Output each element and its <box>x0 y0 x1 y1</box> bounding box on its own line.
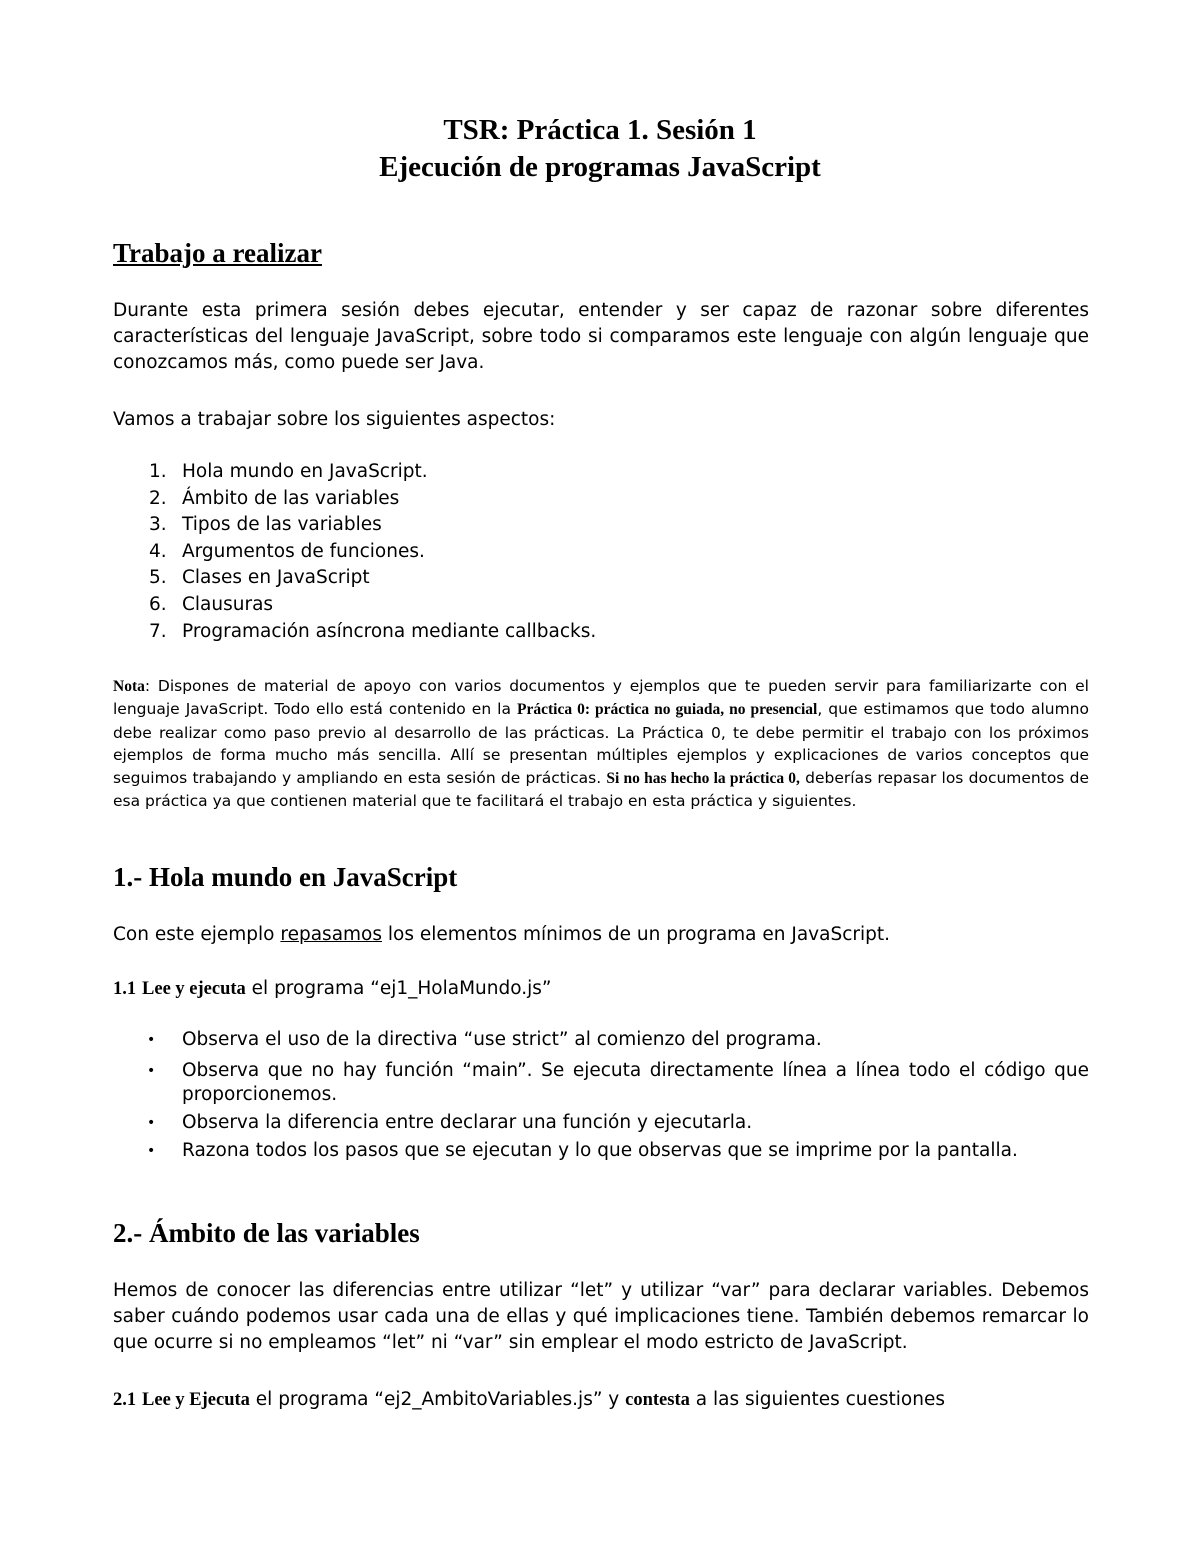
list-item: 1. Hola mundo en JavaScript. <box>149 461 428 482</box>
note-paragraph: Nota: Dispones de material de apoyo con varios documentos y ejemplos que te pueden servir para familiarizarte con el lenguaje JavaScript. Todo ello está contenido en la Práctica 0: práctica no guiada, no presencial, que estimamos que todo alumno debe realizar como paso previo al desarrollo de las prácticas. La Práctica 0, te debe permitir el trabajo con los próximos ejemplos de forma mucho más sencilla. Allí se presentan múltiples ejemplos y explicaciones de varios conceptos que seguimos trabajando y ampliando en esta sesión de prácticas. Si no has hecho la práctica 0, deberías repasar los documentos de esa práctica ya que contienen material que te facilitará el trabajo en esta práctica y siguientes. <box>113 677 1089 811</box>
list-item: 5. Clases en JavaScript <box>149 567 370 589</box>
section2-task: 2.1 Lee y Ejecuta el programa “ej2_AmbitoVariables.js” y contesta a las siguientes cuestiones <box>113 1389 945 1410</box>
document-title-line1: TSR: Práctica 1. Sesión 1 <box>443 114 757 146</box>
list-item: 7. Programación asíncrona mediante callbacks. <box>149 620 597 642</box>
list-item: 4. Argumentos de funciones. <box>149 540 425 562</box>
aspects-list <box>113 459 1013 645</box>
section1-bullets <box>113 1028 1089 1163</box>
note-bold-warning: Si no has hecho la práctica 0, <box>606 769 800 787</box>
list-item: • Observa la diferencia entre declarar una función y ejecutarla. <box>147 1112 753 1133</box>
section1-task: 1.1 Lee y ejecuta el programa “ej1_HolaMundo.js” <box>113 978 552 999</box>
list-item: • Razona todos los pasos que se ejecutan y lo que observas que se imprime por la pantalla. <box>147 1140 1018 1161</box>
section1-heading: 1.- Hola mundo en JavaScript <box>113 862 458 892</box>
document-title-line2: Ejecución de programas JavaScript <box>379 151 821 183</box>
note-label: Nota <box>113 678 145 695</box>
list-item: 6. Clausuras <box>149 593 274 615</box>
section-work-heading: Trabajo a realizar <box>113 238 322 268</box>
aspects-intro: Vamos a trabajar sobre los siguientes aspectos: <box>113 409 556 430</box>
note-bold-practice0: Práctica 0: práctica no guiada, no presencial <box>517 701 818 719</box>
list-item: • Observa que no hay función “main”. Se ejecuta directamente línea a línea todo el código que proporcionemos. <box>147 1060 1089 1105</box>
list-item: 2. Ámbito de las variables <box>149 487 400 509</box>
section2-intro: Hemos de conocer las diferencias entre utilizar “let” y utilizar “var” para declarar variables. Debemos saber cuándo podemos usar cada una de ellas y qué implicaciones tiene. También debemos remarcar lo que ocurre si no empleamos “let” ni “var” sin emplear el modo estricto de JavaScript. <box>113 1280 1089 1353</box>
section1-intro: Con este ejemplo repasamos los elementos mínimos de un programa en JavaScript. <box>113 924 891 945</box>
list-item: 3. Tipos de las variables <box>149 514 382 536</box>
section2-heading: 2.- Ámbito de las variables <box>113 1218 420 1248</box>
list-item: • Observa el uso de la directiva “use strict” al comienzo del programa. <box>147 1029 822 1050</box>
section-work-intro: Durante esta primera sesión debes ejecutar, entender y ser capaz de razonar sobre diferentes características del lenguaje JavaScript, sobre todo si comparamos este lenguaje con algún lenguaje que conozcamos más, como puede ser Java. <box>113 300 1089 373</box>
